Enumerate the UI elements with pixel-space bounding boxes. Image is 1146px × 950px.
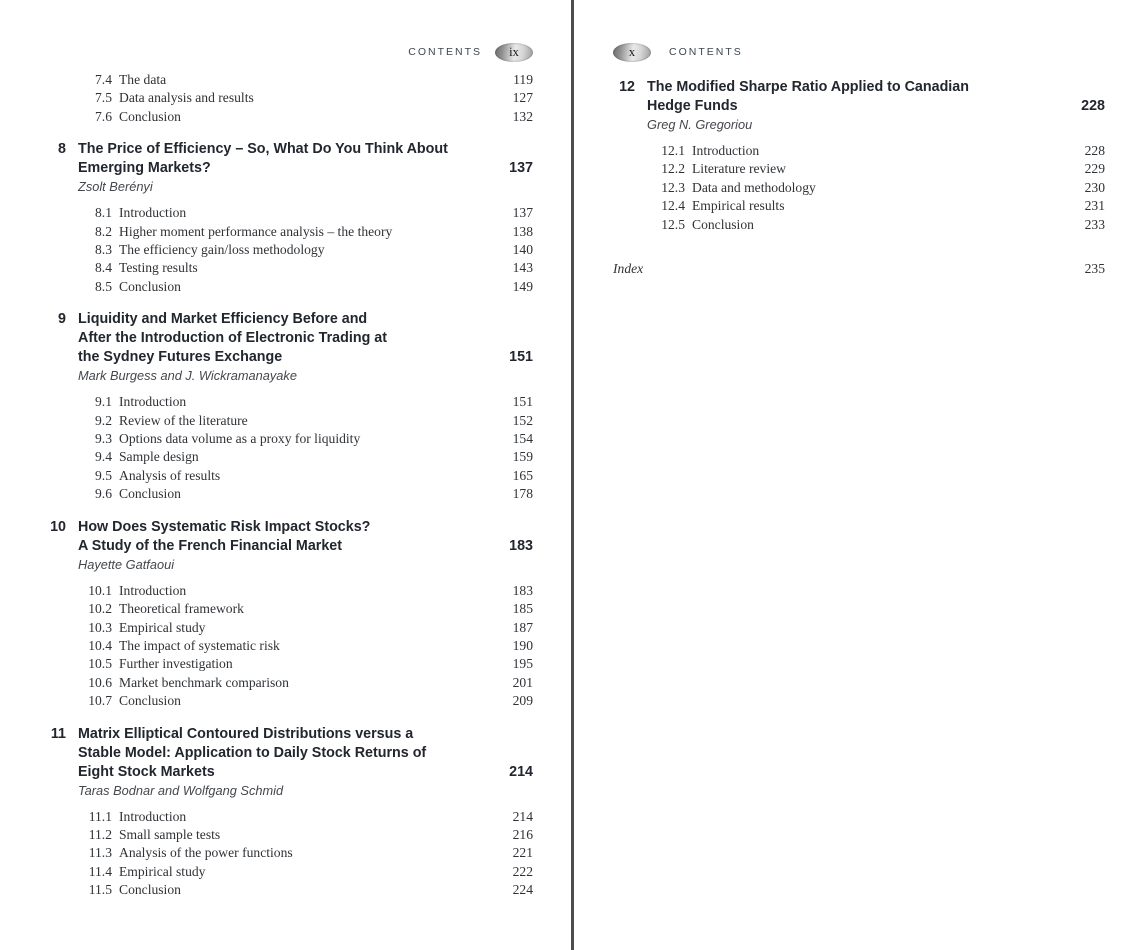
chapter-title-line: Eight Stock Markets	[78, 763, 215, 780]
left-page-header	[44, 42, 533, 62]
section-title: Options data volume as a proxy for liquidity	[119, 431, 361, 447]
toc-section-row	[44, 844, 533, 862]
section-number: 9.6	[95, 486, 112, 502]
section-number: 7.4	[95, 72, 112, 87]
section-page-number: 195	[512, 656, 533, 672]
section-title: Testing results	[119, 260, 198, 276]
section-title: The data	[119, 72, 167, 87]
chapter-author: Zsolt Berényi	[78, 179, 153, 195]
toc-section-row	[44, 241, 533, 259]
chapter-title-line: Stable Model: Application to Daily Stock Returns of	[78, 744, 427, 761]
toc-section-row	[44, 863, 533, 881]
toc-section-row	[44, 448, 533, 466]
chapter-page-number: 137	[509, 160, 533, 177]
section-number: 10.1	[88, 582, 112, 598]
section-list	[44, 204, 533, 296]
toc-section-row	[44, 108, 533, 126]
toc-section-row	[44, 223, 533, 241]
chapter-block	[44, 310, 533, 503]
chapter-number: 10	[50, 518, 66, 535]
toc-section-row	[44, 259, 533, 277]
chapter-title	[635, 78, 1071, 116]
section-title: Introduction	[119, 205, 187, 221]
section-number: 10.2	[88, 601, 112, 617]
section-title: Conclusion	[119, 108, 181, 124]
chapter-heading	[44, 310, 533, 367]
toc-section-row	[44, 826, 533, 844]
right-toc-list	[613, 71, 1105, 278]
chapter-block	[44, 71, 533, 126]
toc-section-row	[44, 808, 533, 826]
chapter-block	[44, 140, 533, 296]
chapter-author: Greg N. Gregoriou	[647, 117, 753, 132]
section-page-number: 229	[1084, 161, 1105, 177]
section-page-number: 187	[512, 619, 533, 635]
section-number: 10.6	[88, 674, 112, 690]
section-title: Analysis of results	[119, 467, 221, 483]
toc-section-row	[44, 582, 533, 600]
chapter-page-number: 183	[509, 537, 533, 554]
toc-section-row	[44, 600, 533, 618]
section-title: The impact of systematic risk	[119, 637, 280, 653]
section-number: 7.5	[95, 90, 112, 106]
section-number: 9.1	[95, 394, 112, 410]
right-page-header	[613, 42, 1105, 62]
section-number: 11.3	[88, 845, 112, 861]
toc-section-row	[44, 278, 533, 296]
section-page-number: 140	[512, 242, 533, 258]
chapter-title	[66, 310, 499, 367]
toc-section-row	[44, 467, 533, 485]
section-page-number: 138	[512, 223, 533, 239]
toc-section-row	[613, 216, 1105, 234]
section-page-number: 127	[512, 90, 533, 106]
toc-section-row	[44, 412, 533, 430]
section-number: 12.4	[661, 198, 685, 214]
section-title: Review of the literature	[119, 412, 248, 428]
section-page-number: 178	[512, 486, 533, 502]
chapter-author: Hayette Gatfaoui	[78, 556, 175, 572]
chapter-title-line: the Sydney Futures Exchange	[78, 349, 283, 366]
section-title: Empirical results	[692, 198, 785, 214]
chapter-page-number: 151	[509, 349, 533, 366]
toc-section-row	[44, 71, 533, 89]
section-title: Literature review	[692, 161, 786, 177]
chapter-number: 12	[619, 79, 635, 95]
index-row	[613, 260, 1105, 278]
chapter-page-number: 214	[509, 763, 533, 780]
section-page-number: 209	[512, 693, 533, 709]
section-number: 11.1	[88, 808, 112, 824]
section-page-number: 201	[512, 674, 533, 690]
section-number: 9.3	[95, 431, 112, 447]
section-page-number: 137	[512, 205, 533, 221]
toc-section-row	[44, 881, 533, 899]
section-number: 7.6	[95, 108, 112, 124]
chapter-title	[66, 518, 499, 556]
chapter-number: 8	[58, 141, 66, 158]
section-list	[44, 582, 533, 711]
toc-section-row	[44, 674, 533, 692]
section-number: 8.4	[95, 260, 112, 276]
toc-section-row	[613, 179, 1105, 197]
section-title: Empirical study	[119, 619, 206, 635]
chapter-block	[44, 518, 533, 711]
toc-section-row	[613, 160, 1105, 178]
index-page-number: 235	[1084, 261, 1105, 277]
right-folio-number: x	[628, 44, 636, 59]
section-list	[44, 71, 533, 126]
toc-section-row	[44, 619, 533, 637]
section-title: Higher moment performance analysis – the theory	[119, 223, 393, 239]
toc-section-row	[44, 692, 533, 710]
section-number: 10.3	[88, 619, 112, 635]
section-number: 8.2	[95, 223, 112, 239]
section-page-number: 143	[512, 260, 533, 276]
toc-section-row	[613, 197, 1105, 215]
chapter-author: Taras Bodnar and Wolfgang Schmid	[78, 782, 284, 798]
section-number: 8.5	[95, 278, 112, 294]
toc-section-row	[44, 430, 533, 448]
running-head-contents: CONTENTS	[408, 46, 482, 58]
section-title: Introduction	[119, 394, 187, 410]
section-number: 8.1	[95, 205, 112, 221]
section-number: 12.5	[661, 216, 685, 232]
section-list	[44, 808, 533, 900]
section-number: 10.7	[88, 693, 112, 709]
chapter-page-number: 228	[1081, 98, 1105, 114]
chapter-title-line: The Modified Sharpe Ratio Applied to Canadian	[647, 79, 969, 95]
section-page-number: 119	[513, 72, 533, 87]
section-number: 11.5	[88, 882, 112, 898]
section-number: 11.2	[88, 826, 112, 842]
section-title: Conclusion	[119, 693, 181, 709]
chapter-block	[613, 78, 1105, 234]
section-page-number: 185	[512, 601, 533, 617]
chapter-title-line: Emerging Markets?	[78, 160, 211, 177]
chapter-title-line: Hedge Funds	[647, 98, 738, 114]
section-number: 9.2	[95, 412, 112, 428]
left-toc-list	[44, 71, 533, 900]
section-title: Theoretical framework	[119, 601, 244, 617]
section-number: 10.5	[88, 656, 112, 672]
chapter-heading	[44, 140, 533, 178]
section-title: Conclusion	[119, 278, 181, 294]
chapter-title	[66, 725, 499, 782]
chapter-title-line: Liquidity and Market Efficiency Before and	[78, 311, 368, 328]
chapter-title-line: A Study of the French Financial Market	[78, 537, 343, 554]
section-title: Further investigation	[119, 656, 233, 672]
section-title: Conclusion	[119, 882, 181, 898]
right-page	[574, 0, 1146, 950]
section-list	[613, 142, 1105, 234]
chapter-heading	[44, 725, 533, 782]
section-title: Data analysis and results	[119, 90, 254, 106]
section-title: Small sample tests	[119, 826, 221, 842]
chapter-heading	[44, 518, 533, 556]
left-folio-number: ix	[509, 44, 519, 59]
section-title: Introduction	[692, 143, 760, 158]
section-page-number: 231	[1084, 198, 1105, 214]
left-page	[0, 0, 571, 950]
section-number: 10.4	[88, 637, 112, 653]
section-number: 8.3	[95, 242, 112, 258]
section-title: Data and methodology	[692, 179, 816, 195]
right-folio-badge	[613, 43, 651, 62]
chapter-number: 9	[58, 311, 66, 328]
chapter-title-line: After the Introduction of Electronic Trading at	[78, 330, 387, 347]
section-title: Sample design	[119, 449, 199, 465]
chapter-heading	[613, 78, 1105, 116]
section-page-number: 222	[512, 863, 533, 879]
section-title: Conclusion	[692, 216, 754, 232]
section-page-number: 233	[1084, 216, 1105, 232]
chapter-title-line: How Does Systematic Risk Impact Stocks?	[78, 518, 371, 535]
toc-section-row	[613, 142, 1105, 160]
toc-section-row	[44, 89, 533, 107]
section-page-number: 214	[512, 808, 533, 824]
chapter-title-line: Matrix Elliptical Contoured Distributions versus a	[78, 725, 414, 742]
section-title: The efficiency gain/loss methodology	[119, 242, 325, 258]
section-title: Market benchmark comparison	[119, 674, 289, 690]
section-title: Analysis of the power functions	[119, 845, 293, 861]
left-folio-badge	[495, 43, 533, 62]
section-number: 9.5	[95, 467, 112, 483]
toc-section-row	[44, 485, 533, 503]
section-page-number: 228	[1084, 143, 1105, 158]
section-title: Introduction	[119, 582, 187, 598]
section-title: Conclusion	[119, 486, 181, 502]
section-page-number: 221	[512, 845, 533, 861]
section-page-number: 230	[1084, 179, 1105, 195]
section-number: 11.4	[88, 863, 112, 879]
section-page-number: 154	[512, 431, 533, 447]
section-page-number: 224	[512, 882, 533, 898]
chapter-author: Mark Burgess and J. Wickramanayake	[78, 368, 297, 384]
section-page-number: 151	[512, 394, 533, 410]
section-list	[44, 393, 533, 503]
toc-section-row	[44, 393, 533, 411]
index-label: Index	[613, 261, 644, 277]
toc-section-row	[44, 655, 533, 673]
section-title: Introduction	[119, 808, 187, 824]
chapter-block	[44, 725, 533, 900]
section-page-number: 149	[512, 278, 533, 294]
section-number: 9.4	[95, 449, 112, 465]
section-page-number: 183	[512, 582, 533, 598]
section-page-number: 159	[512, 449, 533, 465]
chapter-title-line: The Price of Efficiency – So, What Do You Think About	[78, 141, 448, 158]
section-number: 12.2	[661, 161, 685, 177]
running-head-contents: CONTENTS	[669, 46, 743, 58]
section-title: Empirical study	[119, 863, 206, 879]
section-number: 12.1	[661, 143, 685, 158]
section-page-number: 216	[512, 826, 533, 842]
toc-section-row	[44, 204, 533, 222]
section-number: 12.3	[661, 179, 685, 195]
chapter-number: 11	[50, 725, 66, 742]
section-page-number: 132	[512, 108, 533, 124]
section-page-number: 152	[512, 412, 533, 428]
section-page-number: 190	[512, 637, 533, 653]
toc-section-row	[44, 637, 533, 655]
chapter-title	[66, 140, 499, 178]
section-page-number: 165	[512, 467, 533, 483]
